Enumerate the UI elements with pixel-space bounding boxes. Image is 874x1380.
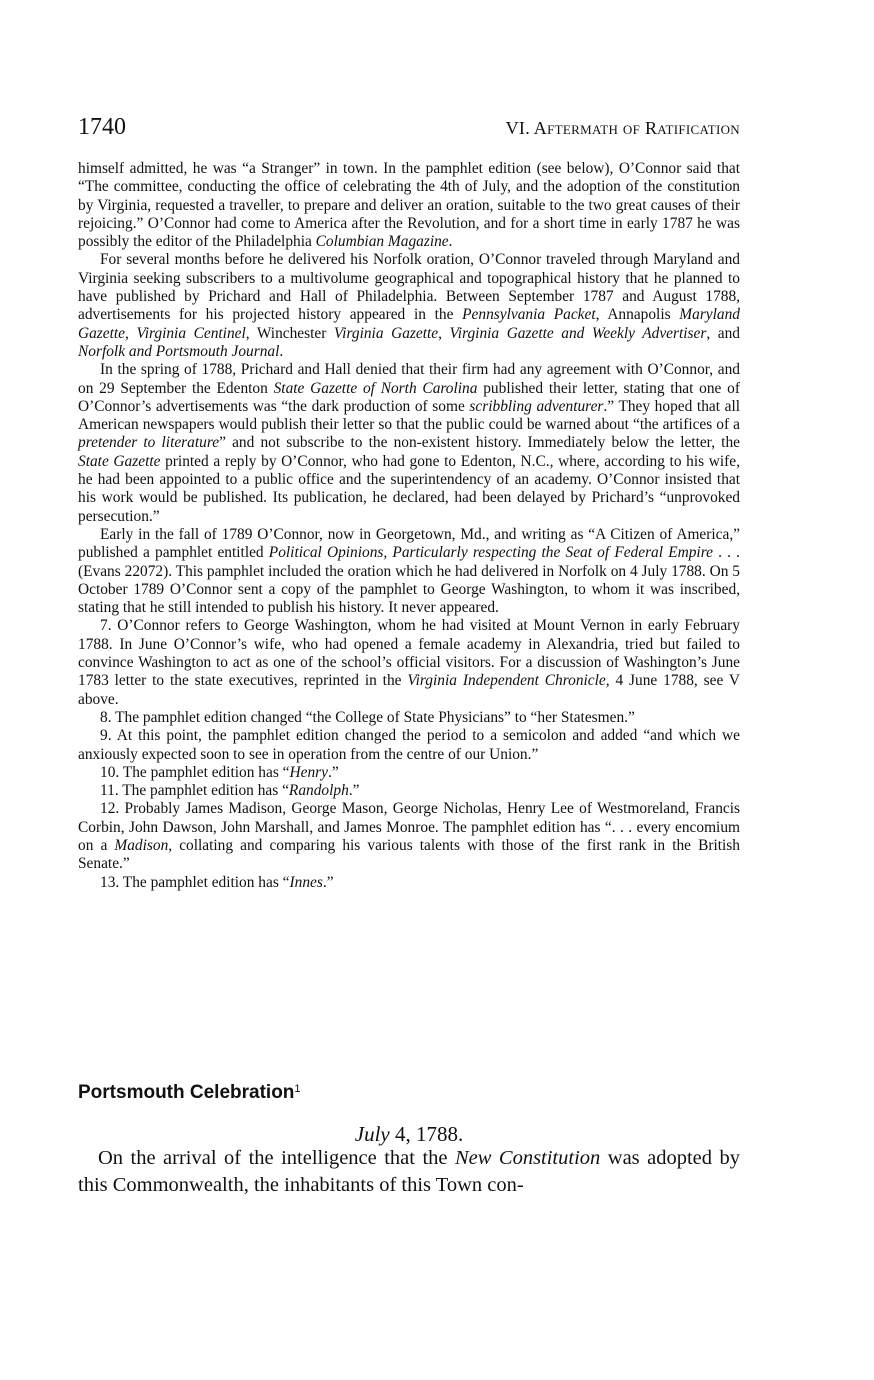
document-body bbox=[78, 1145, 740, 1199]
text-run: , bbox=[438, 324, 450, 342]
dateline-month: July bbox=[354, 1122, 390, 1146]
endnotes bbox=[78, 160, 740, 892]
text-run: , and bbox=[706, 324, 740, 342]
text-run: . bbox=[279, 342, 284, 360]
text-run: published their letter, stating that one of O’Connor’s advertisements was “the dark production of some bbox=[78, 379, 740, 415]
note-11 bbox=[78, 782, 740, 800]
italic-text: Political Opinions, Particularly respecting the Seat of Federal Empire bbox=[268, 544, 713, 562]
italic-text: Virginia Independent Chronicle bbox=[407, 672, 606, 690]
text-run: himself admitted, he was “a Stranger” in town. In the pamphlet edition (see below), O’Connor said that “The committee, conducting the office of celebrating the 4th of July, and the adoption of the constitution by Virginia, requested a traveller, to prepare and deliver an oration, suitable to the two great causes of their rejoicing.” O’Connor had come to America after the Revolution, and for a short time in early 1787 he was possibly the editor of the Philadelphia bbox=[78, 160, 740, 251]
note-13 bbox=[78, 874, 740, 892]
italic-text: scribbling adventurer bbox=[469, 397, 604, 415]
dateline-rest: 4, 1788. bbox=[389, 1122, 464, 1146]
text-run: , bbox=[125, 324, 137, 342]
text-run: , Winchester bbox=[245, 324, 334, 342]
note-8 bbox=[78, 709, 740, 727]
footnote-mark: 1 bbox=[294, 1083, 301, 1095]
italic-text: pretender to literature bbox=[78, 434, 220, 452]
note-9 bbox=[78, 727, 740, 764]
text-run: Early in the fall of 1789 O’Connor, now in Georgetown, Md., and writing as “A Citizen of America,” published a pamphlet entitled bbox=[78, 525, 740, 562]
text-run: printed a reply by O’Connor, who had gone to Edenton, N.C., where, according to his wife, he had been appointed to a public office and the superintendency of an academy. O’Connor insisted that his work would be published. Its publication, he declared, had been delayed by Prichard’s “unprovoked persecution.” bbox=[78, 452, 740, 525]
italic-text: State Gazette bbox=[78, 452, 161, 470]
text-run: .” bbox=[322, 873, 334, 891]
running-head bbox=[78, 114, 740, 148]
text-run: was adopted by this Commonwealth, the inhabitants of this Town con- bbox=[78, 1147, 740, 1196]
body-paragraph bbox=[78, 1145, 740, 1199]
text-run: 10. The pamphlet edition has “ bbox=[100, 763, 290, 781]
text-run: .” They hoped that all American newspapers would publish their letter so that the public could be warned about “the artifices of a bbox=[78, 397, 740, 434]
running-title: VI. Aftermath of Ratification bbox=[505, 118, 740, 138]
italic-text: Columbian Magazine bbox=[315, 233, 449, 251]
page-number: 1740 bbox=[78, 114, 126, 140]
text-run: For several months before he delivered his Norfolk oration, O’Connor traveled through Maryland and Virginia seeking subscribers to a multivolume geographical and topographical history that he planned to have published by Prichard and Hall of Philadelphia. Between September 1787 and August 1788, advertisements for his projected history appeared in the bbox=[78, 251, 740, 324]
italic-text: Innes bbox=[289, 873, 323, 891]
note-paragraph bbox=[78, 361, 740, 526]
section-heading bbox=[78, 1082, 301, 1104]
text-run: , collating and comparing his various talents with those of the first rank in the British Senate.” bbox=[78, 836, 740, 873]
italic-text: Randolph bbox=[288, 782, 349, 800]
text-run: . . . (Evans 22072). This pamphlet included the oration which he had delivered in Norfolk on 4 July 1788. On 5 October 1789 O’Connor sent a copy of the pamphlet to George Washington, to whom it was inscribed, stating that he still intended to publish his history. It never appeared. bbox=[78, 544, 741, 617]
text-run: 7. O’Connor refers to George Washington, whom he had visited at Mount Vernon in early February 1788. In June O’Connor’s wife, who had opened a female academy in Alexandria, tried but failed to convince Washington to act as one of the school’s official visitors. For a discussion of Washington’s June 1783 letter to the state executives, reprinted in the bbox=[78, 617, 740, 690]
note-paragraph bbox=[78, 160, 740, 251]
text-run: 8. The pamphlet edition changed “the College of State Physicians” to “her Statesmen.” bbox=[100, 708, 635, 726]
italic-text: Madison bbox=[114, 836, 169, 854]
italic-text: Norfolk and Portsmouth Journal bbox=[78, 342, 280, 360]
italic-text: New Constitution bbox=[454, 1147, 601, 1169]
italic-text: Virginia Gazette bbox=[333, 324, 439, 342]
note-10 bbox=[78, 764, 740, 782]
italic-text: Maryland Gazette bbox=[78, 306, 740, 342]
text-run: . bbox=[448, 233, 453, 251]
dateline bbox=[78, 1122, 740, 1147]
note-paragraph bbox=[78, 526, 740, 617]
text-run: , Annapolis bbox=[595, 306, 680, 324]
text-run: 12. Probably James Madison, George Mason, George Nicholas, Henry Lee of Westmoreland, Francis Corbin, John Dawson, John Marshall, and James Monroe. The pamphlet edition has “. . . every encomium on a bbox=[78, 800, 740, 854]
section-heading-text: Portsmouth Celebration bbox=[78, 1082, 295, 1103]
text-run: On the arrival of the intelligence that the bbox=[98, 1147, 455, 1169]
note-12 bbox=[78, 800, 740, 873]
text-run: ” and not subscribe to the non-existent history. Immediately below the letter, the bbox=[219, 434, 740, 452]
text-run: .” bbox=[348, 782, 360, 800]
italic-text: Virginia Centinel bbox=[136, 324, 246, 342]
text-run: , 4 June 1788, see V above. bbox=[78, 672, 740, 708]
text-run: 13. The pamphlet edition has “ bbox=[100, 873, 290, 891]
note-paragraph bbox=[78, 251, 740, 361]
italic-text: Henry bbox=[289, 763, 328, 781]
text-run: In the spring of 1788, Prichard and Hall denied that their firm had any agreement with O’Connor, and on 29 September the Edenton bbox=[78, 361, 740, 397]
text-run: 11. The pamphlet edition has “ bbox=[100, 782, 289, 800]
italic-text: Virginia Gazette and Weekly Advertiser bbox=[449, 324, 707, 342]
text-run: .” bbox=[327, 763, 339, 781]
note-7 bbox=[78, 617, 740, 708]
italic-text: Pennsylvania Packet bbox=[462, 306, 596, 324]
text-run: 9. At this point, the pamphlet edition changed the period to a semicolon and added “and which we anxiously expected soon to see in operation from the centre of our Union.” bbox=[78, 727, 740, 763]
italic-text: State Gazette of North Carolina bbox=[273, 379, 478, 397]
